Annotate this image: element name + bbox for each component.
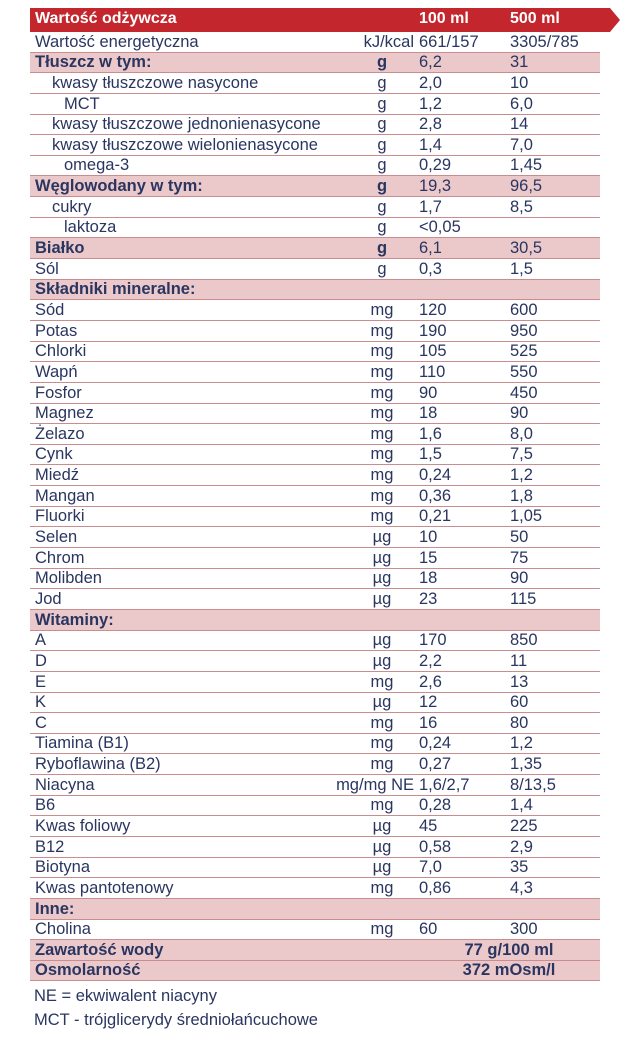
row-label: Chlorki [35, 342, 87, 361]
table-row [30, 899, 600, 920]
row-value-500ml: 300 [510, 920, 538, 939]
nutrition-table [30, 32, 600, 981]
row-label: Inne: [35, 899, 75, 918]
table-row [30, 878, 600, 899]
row-unit: kJ/kcal [363, 32, 414, 51]
row-label: Ryboflawina (B2) [35, 755, 161, 774]
row-unit: g [376, 239, 388, 258]
row-value-100ml: 120 [419, 300, 447, 319]
row-value-500ml: 950 [510, 321, 538, 340]
row-label: Selen [35, 528, 78, 547]
row-unit: µg [372, 651, 392, 670]
row-value-100ml: 1,7 [419, 197, 442, 216]
row-label: laktoza [64, 218, 117, 237]
row-value-100ml: 0,28 [419, 796, 452, 815]
header-title: Wartość odżywcza [35, 10, 177, 27]
row-unit: g [376, 53, 388, 72]
row-value-500ml: 1,35 [510, 755, 543, 774]
table-row [30, 259, 600, 280]
row-value-100ml: 661/157 [419, 32, 479, 51]
row-label: Cholina [35, 920, 91, 939]
table-row [30, 734, 600, 755]
row-value-500ml: 8/13,5 [510, 775, 556, 794]
table-header [30, 8, 610, 32]
row-value-100ml: 6,1 [419, 239, 442, 258]
row-value-500ml: 525 [510, 342, 538, 361]
row-value-500ml: 1,45 [510, 156, 543, 175]
footnotes [34, 984, 318, 1032]
footnote-mct: MCT - trójglicerydy średniołańcuchowe [34, 1011, 318, 1029]
row-label: Niacyna [35, 775, 95, 794]
row-unit: mg [370, 300, 394, 319]
table-row [30, 754, 600, 775]
row-label: kwasy tłuszczowe jednonienasycone [52, 115, 321, 134]
row-value-100ml: 170 [419, 631, 447, 650]
row-unit: mg [370, 342, 394, 361]
row-value-500ml: 7,0 [510, 135, 533, 154]
row-value-500ml: 550 [510, 362, 538, 381]
row-value-100ml: 0,21 [419, 507, 452, 526]
row-label: Tłuszcz w tym: [35, 53, 152, 72]
row-value-100ml: 23 [419, 589, 438, 608]
row-value-500ml: 13 [510, 672, 529, 691]
row-label: Potas [35, 321, 78, 340]
row-unit: µg [372, 816, 392, 835]
table-row [30, 589, 600, 610]
row-value-500ml: 1,8 [510, 486, 533, 505]
row-unit: µg [372, 631, 392, 650]
row-label: Sód [35, 300, 65, 319]
row-value-500ml: 600 [510, 300, 538, 319]
row-label: Cynk [35, 445, 73, 464]
row-value-500ml: 90 [510, 404, 529, 423]
row-value-100ml: 0,86 [419, 878, 452, 897]
row-label: Wapń [35, 362, 78, 381]
row-unit: g [377, 197, 387, 216]
row-unit: µg [372, 589, 392, 608]
row-value-100ml: 18 [419, 569, 438, 588]
row-unit: mg [370, 672, 394, 691]
row-label: Sól [35, 259, 59, 278]
row-label: Zawartość wody [35, 940, 164, 959]
row-value-500ml: 96,5 [510, 177, 543, 196]
row-value-100ml: 45 [419, 816, 438, 835]
row-value-100ml: 1,5 [419, 445, 442, 464]
row-label: Żelazo [35, 424, 85, 443]
row-label: Fosfor [35, 383, 82, 402]
row-value-500ml: 1,2 [510, 466, 533, 485]
table-row [30, 342, 600, 363]
row-value-100ml: 110 [419, 362, 446, 381]
row-label: Fluorki [35, 507, 85, 526]
row-unit: g [377, 115, 387, 134]
table-row [30, 115, 600, 136]
row-value-500ml: 10 [510, 73, 529, 92]
row-value-100ml: 15 [419, 548, 438, 567]
table-row [30, 816, 600, 837]
row-value-100ml: 10 [419, 528, 438, 547]
row-value-500ml: 850 [510, 631, 538, 650]
table-row [30, 507, 600, 528]
row-label: B12 [35, 837, 65, 856]
row-unit: g [377, 156, 387, 175]
table-row [30, 32, 600, 53]
row-label: omega-3 [64, 156, 130, 175]
header-col-500ml: 500 ml [510, 10, 560, 27]
row-label: Osmolarność [35, 961, 141, 980]
row-value-100ml: 2,8 [419, 115, 442, 134]
row-value-500ml: 450 [510, 383, 538, 402]
row-unit: g [377, 94, 387, 113]
row-label: kwasy tłuszczowe wielonienasycone [52, 135, 318, 154]
row-label: Molibden [35, 569, 102, 588]
row-value-500ml: 1,2 [510, 734, 533, 753]
header-col-100ml: 100 ml [419, 10, 469, 27]
table-row [30, 672, 600, 693]
row-label: MCT [64, 94, 100, 113]
table-row [30, 53, 600, 74]
row-label: Chrom [35, 548, 85, 567]
table-row [30, 527, 600, 548]
table-row [30, 569, 600, 590]
row-value-500ml: 60 [510, 693, 529, 712]
table-row [30, 197, 600, 218]
row-value-500ml: 80 [510, 713, 529, 732]
row-label: K [35, 693, 47, 712]
row-value-500ml: 115 [510, 589, 537, 608]
row-label: Wartość energetyczna [35, 32, 199, 51]
row-value-500ml: 3305/785 [510, 32, 579, 51]
row-unit: µg [372, 858, 392, 877]
row-unit: g [377, 135, 387, 154]
row-value-500ml: 8,0 [510, 424, 533, 443]
row-unit: µg [372, 693, 392, 712]
row-value-100ml: 105 [419, 342, 447, 361]
table-row [30, 796, 600, 817]
table-row [30, 280, 600, 301]
row-label: Mangan [35, 486, 95, 505]
row-value-100ml: 1,2 [419, 94, 442, 113]
row-label: Tiamina (B1) [35, 734, 129, 753]
row-unit: mg [370, 878, 394, 897]
table-row [30, 218, 600, 239]
table-row [30, 693, 600, 714]
row-value-100ml: 16 [419, 713, 438, 732]
row-label: Kwas foliowy [35, 816, 131, 835]
row-unit: mg [370, 920, 394, 939]
row-label: A [35, 631, 47, 650]
table-row [30, 321, 600, 342]
row-unit: µg [372, 569, 392, 588]
row-label: cukry [52, 197, 92, 216]
table-row [30, 156, 600, 177]
row-unit: mg [370, 507, 394, 526]
row-value-100ml: 0,3 [419, 259, 442, 278]
row-value-500ml: 50 [510, 528, 529, 547]
row-value-100ml: 18 [419, 404, 438, 423]
row-value-100ml: 90 [419, 383, 438, 402]
table-row [30, 176, 600, 197]
row-unit: g [376, 177, 388, 196]
row-label: Witaminy: [35, 610, 114, 629]
row-unit: µg [372, 528, 392, 547]
row-unit: mg [370, 362, 394, 381]
row-value-100ml: 6,2 [419, 53, 442, 72]
row-unit: µg [372, 548, 392, 567]
table-row [30, 383, 600, 404]
table-row [30, 651, 600, 672]
row-label: Białko [35, 239, 85, 258]
row-value-500ml: 1,4 [510, 796, 533, 815]
row-label: Magnez [35, 404, 94, 423]
row-value-500ml: 8,5 [510, 197, 533, 216]
table-row [30, 961, 600, 982]
row-label: Kwas pantotenowy [35, 878, 174, 897]
row-value-500ml: 7,5 [510, 445, 533, 464]
row-value-100ml: 2,6 [419, 672, 442, 691]
row-value-100ml: 12 [419, 693, 438, 712]
table-row [30, 465, 600, 486]
row-value-100ml: 0,58 [419, 837, 452, 856]
row-value-100ml: 0,24 [419, 466, 452, 485]
row-merged-value: 77 g/100 ml [464, 940, 554, 959]
row-value-100ml: 2,2 [419, 651, 442, 670]
row-value-500ml: 1,5 [510, 259, 533, 278]
table-row [30, 445, 600, 466]
row-value-500ml: 31 [510, 53, 529, 72]
row-value-500ml: 14 [510, 115, 529, 134]
row-value-100ml: 19,3 [419, 177, 452, 196]
row-value-100ml: <0,05 [419, 218, 461, 237]
row-value-100ml: 2,0 [419, 73, 442, 92]
table-row [30, 362, 600, 383]
row-value-500ml: 35 [510, 858, 529, 877]
table-row [30, 837, 600, 858]
table-row [30, 920, 600, 941]
table-row [30, 73, 600, 94]
row-value-500ml: 225 [510, 816, 538, 835]
row-value-100ml: 1,4 [419, 135, 442, 154]
row-value-100ml: 0,36 [419, 486, 452, 505]
row-unit: mg/mg NE [336, 775, 414, 794]
row-value-500ml: 2,9 [510, 837, 533, 856]
row-label: Węglowodany w tym: [35, 177, 203, 196]
row-unit: mg [370, 755, 394, 774]
row-value-500ml: 75 [510, 548, 529, 567]
table-row [30, 424, 600, 445]
table-row [30, 713, 600, 734]
row-value-500ml: 90 [510, 569, 529, 588]
row-value-100ml: 190 [419, 321, 447, 340]
row-unit: g [377, 218, 387, 237]
table-row [30, 94, 600, 115]
table-row [30, 300, 600, 321]
table-row [30, 858, 600, 879]
row-merged-value: 372 mOsm/l [462, 961, 556, 980]
row-unit: g [377, 73, 387, 92]
table-row [30, 238, 600, 259]
row-label: E [35, 672, 47, 691]
row-value-500ml: 1,05 [510, 507, 543, 526]
footnote-ne: NE = ekwiwalent niacyny [34, 987, 217, 1005]
table-row [30, 940, 600, 961]
row-value-500ml: 6,0 [510, 94, 533, 113]
row-label: Biotyna [35, 858, 91, 877]
row-label: Miedź [35, 466, 80, 485]
table-row [30, 775, 600, 796]
row-label: Składniki mineralne: [35, 280, 196, 299]
table-row [30, 135, 600, 156]
table-row [30, 610, 600, 631]
table-row [30, 631, 600, 652]
row-label: kwasy tłuszczowe nasycone [52, 73, 259, 92]
table-row [30, 404, 600, 425]
table-row [30, 548, 600, 569]
row-label: Jod [35, 589, 62, 608]
row-unit: g [377, 259, 387, 278]
row-unit: mg [370, 466, 394, 485]
row-label: B6 [35, 796, 56, 815]
row-value-100ml: 1,6/2,7 [419, 775, 470, 794]
row-value-100ml: 0,29 [419, 156, 452, 175]
row-label: C [35, 713, 47, 732]
row-value-100ml: 7,0 [419, 858, 442, 877]
row-value-100ml: 1,6 [419, 424, 442, 443]
row-unit: mg [370, 445, 394, 464]
row-unit: mg [370, 486, 394, 505]
row-unit: mg [370, 321, 394, 340]
row-unit: µg [372, 837, 392, 856]
row-value-100ml: 0,27 [419, 755, 452, 774]
row-value-100ml: 60 [419, 920, 438, 939]
row-unit: mg [370, 713, 394, 732]
row-value-500ml: 11 [510, 651, 528, 670]
row-unit: mg [370, 404, 394, 423]
row-value-100ml: 0,24 [419, 734, 452, 753]
table-row [30, 486, 600, 507]
row-value-500ml: 30,5 [510, 239, 543, 258]
row-unit: mg [370, 796, 394, 815]
row-unit: mg [370, 734, 394, 753]
row-unit: mg [370, 383, 394, 402]
row-label: D [35, 651, 47, 670]
row-value-500ml: 4,3 [510, 878, 533, 897]
row-unit: mg [370, 424, 394, 443]
